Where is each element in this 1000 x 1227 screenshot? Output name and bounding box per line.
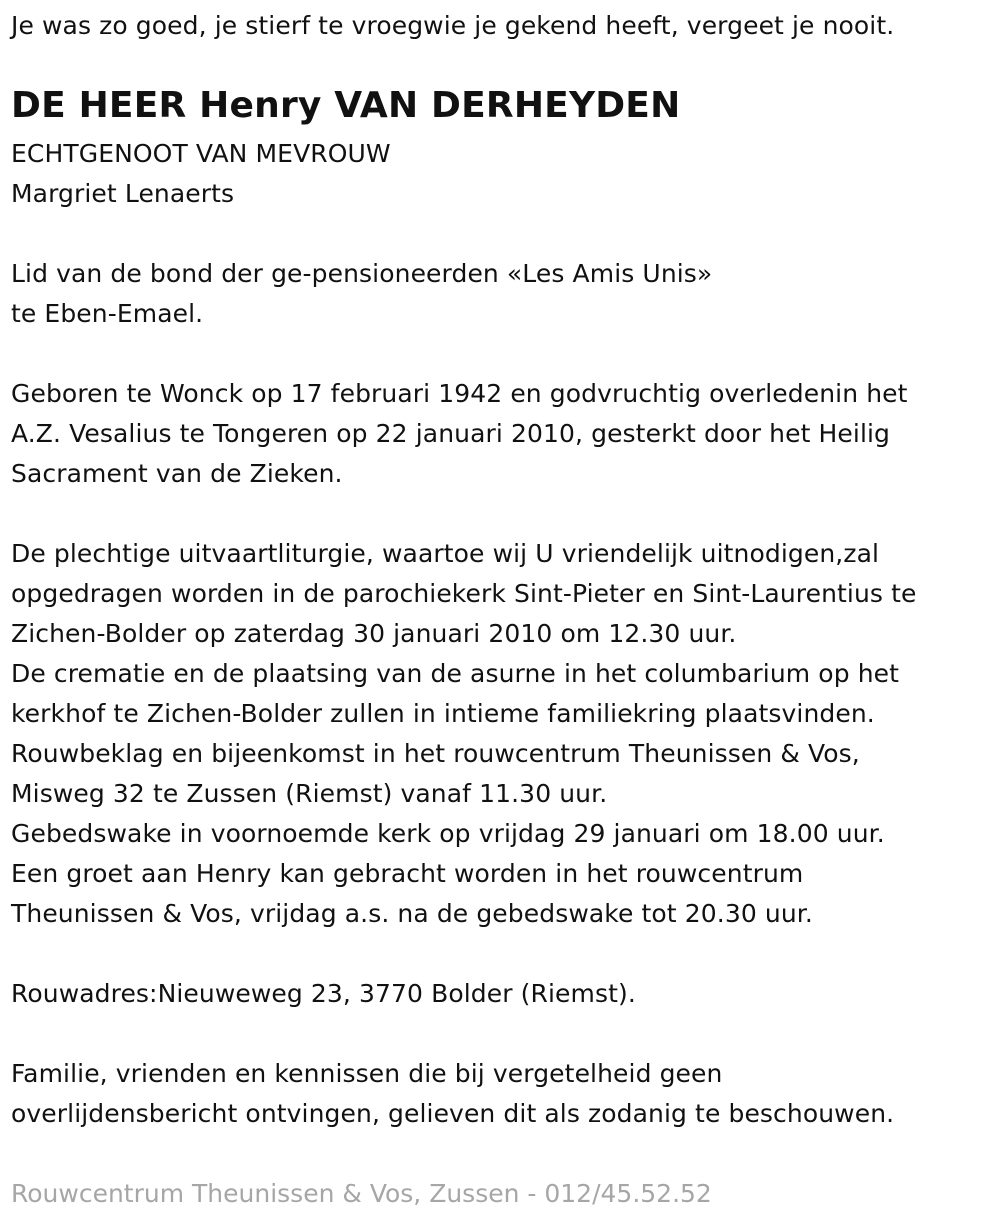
funeral-line: Theunissen & Vos, vrijdag a.s. na de gebedswake tot 20.30 uur. [11,899,813,928]
spouse-title: ECHTGENOOT VAN MEVROUW [11,139,391,168]
spouse-section [11,134,391,214]
family-notice-section [11,1054,894,1134]
funeral-line: Zichen-Bolder op zaterdag 30 januari 2010 om 12.30 uur. [11,619,737,648]
birth-death-line: Geboren te Wonck op 17 februari 1942 en godvruchtig overledenin het [11,379,908,408]
birth-death-line: A.Z. Vesalius te Tongeren op 22 januari 2010, gesterkt door het Heilig [11,419,891,448]
funeral-line: Rouwbeklag en bijeenkomst in het rouwcentrum Theunissen & Vos, [11,739,860,768]
motto-text: Je was zo goed, je stierf te vroegwie je gekend heeft, vergeet je nooit. [11,11,895,40]
funeral-home-footer: Rouwcentrum Theunissen & Vos, Zussen - 012/45.52.52 [11,1179,712,1208]
funeral-line: De plechtige uitvaartliturgie, waartoe wij U vriendelijk uitnodigen,zal [11,539,880,568]
family-notice-line: Familie, vrienden en kennissen die bij vergetelheid geen [11,1059,723,1088]
funeral-section [11,534,916,934]
birth-death-section [11,374,908,494]
membership-line: Lid van de bond der ge-pensioneerden «Les Amis Unis» [11,259,713,288]
spouse-name: Margriet Lenaerts [11,179,235,208]
deceased-name: DE HEER Henry VAN DERHEYDEN [11,85,681,126]
mourning-address: Rouwadres:Nieuweweg 23, 3770 Bolder (Riemst). [11,979,636,1008]
funeral-line: Misweg 32 te Zussen (Riemst) vanaf 11.30 uur. [11,779,608,808]
funeral-line: Een groet aan Henry kan gebracht worden in het rouwcentrum [11,859,804,888]
family-notice-line: overlijdensbericht ontvingen, gelieven dit als zodanig te beschouwen. [11,1099,895,1128]
funeral-line: De crematie en de plaatsing van de asurne in het columbarium op het [11,659,900,688]
funeral-line: kerkhof te Zichen-Bolder zullen in intieme familiekring plaatsvinden. [11,699,875,728]
funeral-line: opgedragen worden in de parochiekerk Sint-Pieter en Sint-Laurentius te [11,579,917,608]
membership-line: te Eben-Emael. [11,299,204,328]
birth-death-line: Sacrament van de Zieken. [11,459,343,488]
membership-section [11,254,712,334]
funeral-line: Gebedswake in voornoemde kerk op vrijdag 29 januari om 18.00 uur. [11,819,885,848]
